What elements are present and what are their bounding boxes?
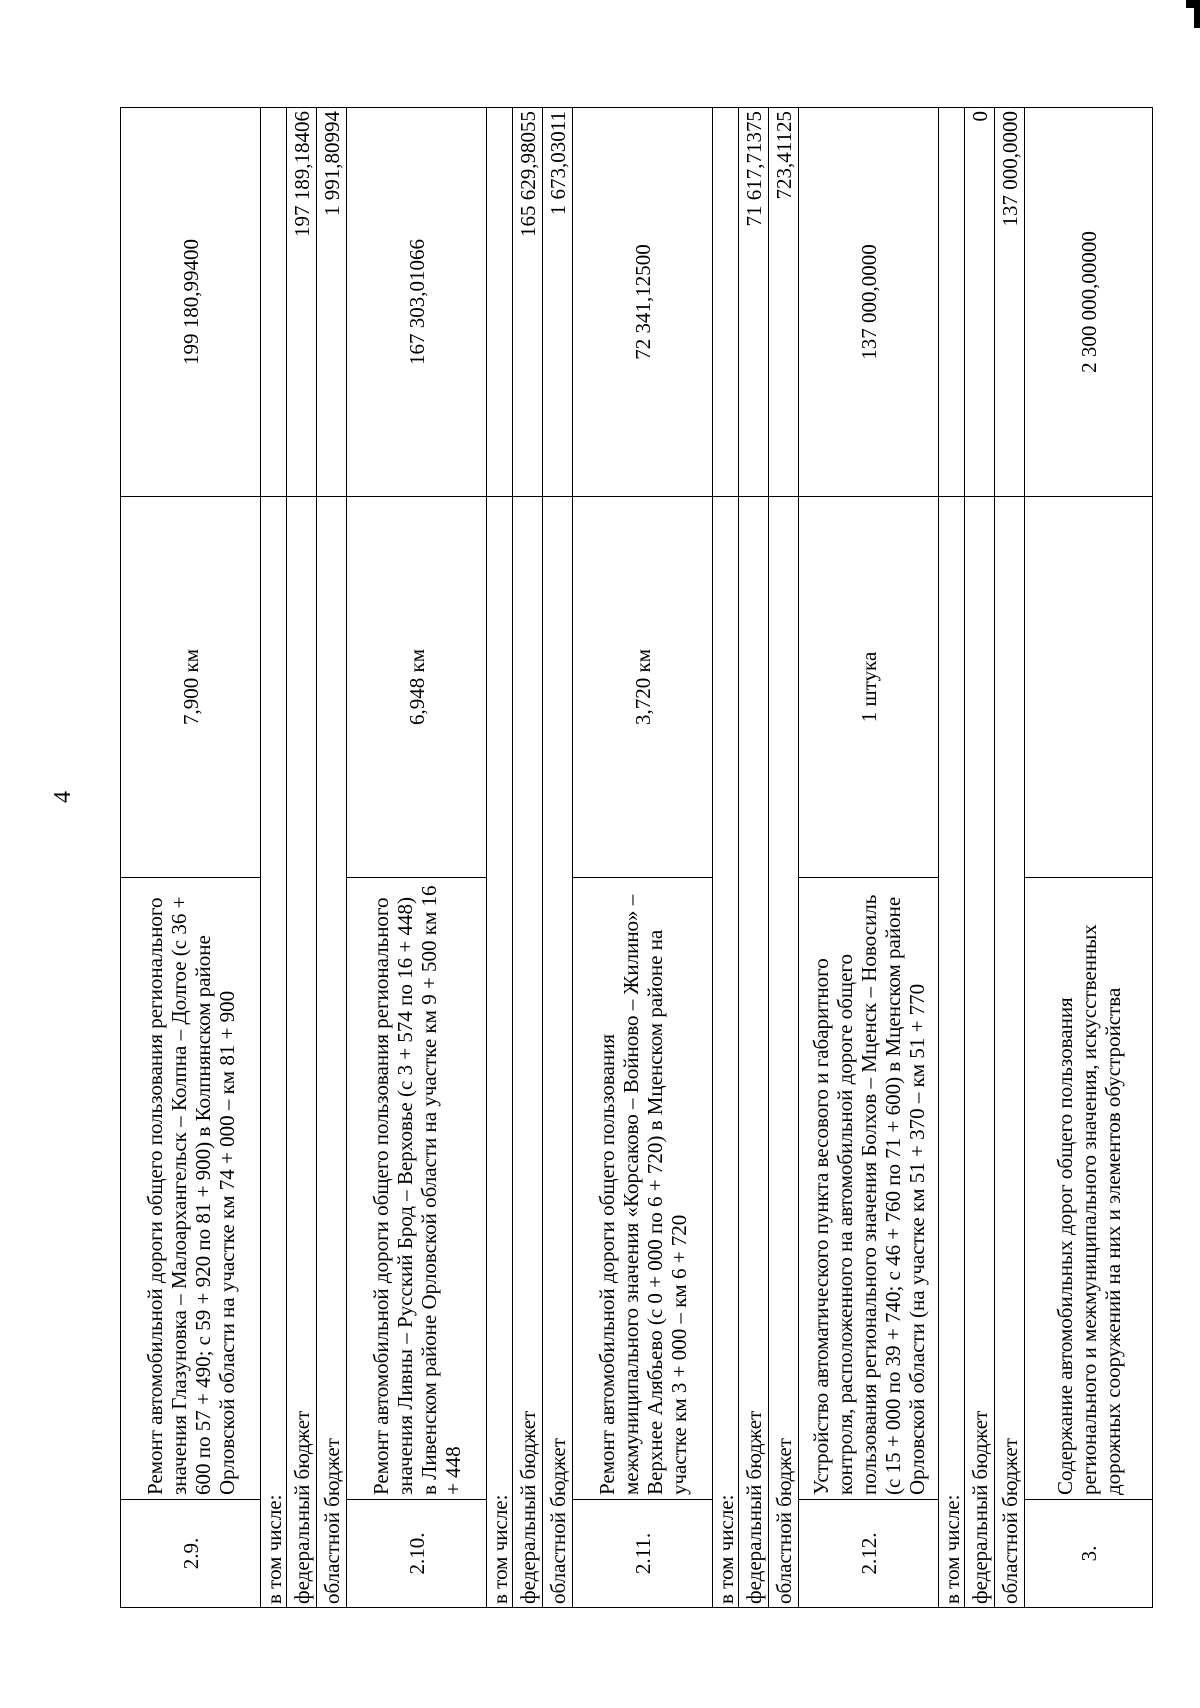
scan-edge-mark-vertical [1194, 0, 1200, 28]
table-row [121, 108, 261, 1608]
item-description: Ремонт автомобильной дороги общего пользования регионального значения Ливны – Русский Брод – Верховье (с 3 + 574 по 16 + 448) в Ливенском районе Орловской области на участке км 9 + 500 км 16 + 448 [347, 878, 487, 1500]
budget-source-amount: 137 000,0000 [995, 108, 1025, 497]
table-row [347, 108, 487, 1608]
item-description: Ремонт автомобильной дороги общего пользования межмуниципального значения «Корсаково – Войново – Жилино» – Верхнее Алябьево (с 0 + 000 по 6 + 720) в Мценском районе на участке км 3 + 000 – км 6 + 720 [573, 878, 713, 1500]
budget-source-row [995, 108, 1025, 1608]
budget-source-row [739, 108, 769, 1608]
table-row [799, 108, 939, 1608]
item-number: 3. [1025, 1500, 1153, 1608]
budget-source-name: федеральный бюджет [965, 497, 995, 1608]
budget-source-amount: 1 673,03011 [543, 108, 573, 497]
item-number: 2.10. [347, 1500, 487, 1608]
item-amount: 72 341,12500 [573, 108, 713, 497]
including-label: в том числе: [939, 497, 965, 1608]
budget-source-name: федеральный бюджет [513, 497, 543, 1608]
blank-cell [487, 108, 513, 497]
budget-source-amount: 197 189,18406 [287, 108, 317, 497]
item-description: Ремонт автомобильной дороги общего пользования регионального значения Глазуновка – Малоархангельск – Колпна – Долгое (с 36 + 600 по 57 + 490; с 59 + 920 по 81 + 900) в Колпнянском районе Орловской области на участке км 74 + 000 – км 81 + 900 [121, 878, 261, 1500]
subtotal-label-row [487, 108, 513, 1608]
subtotal-label-row [939, 108, 965, 1608]
budget-source-amount: 71 617,71375 [739, 108, 769, 497]
table-row [1025, 108, 1153, 1608]
item-number: 2.11. [573, 1500, 713, 1608]
blank-cell [713, 108, 739, 497]
table-row [573, 108, 713, 1608]
budget-source-row [317, 108, 347, 1608]
budget-source-row [513, 108, 543, 1608]
item-number: 2.9. [121, 1500, 261, 1608]
blank-cell [261, 108, 287, 497]
budget-source-name: областной бюджет [317, 497, 347, 1608]
item-description: Содержание автомобильных дорог общего пользования регионального и межмуниципального значения, искусственных дорожных сооружений на них и элементов обустройства [1025, 878, 1153, 1500]
budget-source-name: областной бюджет [769, 497, 799, 1608]
item-quantity [1025, 497, 1153, 878]
including-label: в том числе: [713, 497, 739, 1608]
budget-source-name: областной бюджет [543, 497, 573, 1608]
item-quantity: 7,900 км [121, 497, 261, 878]
rotated-page [50, 108, 1125, 1608]
item-amount: 199 180,99400 [121, 108, 261, 497]
page-number: 4 [50, 791, 76, 803]
item-description: Устройство автоматического пункта весового и габаритного контроля, расположенного на автомобильной дороге общего пользования регионального значения Болхов – Мценск – Новосиль (с 15 + 000 по 39 + 740; с 46 + 760 по 71 + 600) в Мценском районе Орловской области (на участке км 51 + 370 – км 51 + 770 [799, 878, 939, 1500]
item-amount: 137 000,0000 [799, 108, 939, 497]
including-label: в том числе: [487, 497, 513, 1608]
budget-source-row [769, 108, 799, 1608]
budget-table [120, 107, 1153, 1608]
budget-source-name: федеральный бюджет [287, 497, 317, 1608]
budget-source-amount: 165 629,98055 [513, 108, 543, 497]
including-label: в том числе: [261, 497, 287, 1608]
budget-source-amount: 0 [965, 108, 995, 497]
item-quantity: 3,720 км [573, 497, 713, 878]
budget-source-name: областной бюджет [995, 497, 1025, 1608]
item-amount: 2 300 000,00000 [1025, 108, 1153, 497]
item-number: 2.12. [799, 1500, 939, 1608]
item-quantity: 6,948 км [347, 497, 487, 878]
item-amount: 167 303,01066 [347, 108, 487, 497]
subtotal-label-row [713, 108, 739, 1608]
budget-source-row [965, 108, 995, 1608]
blank-cell [939, 108, 965, 497]
budget-source-row [543, 108, 573, 1608]
item-quantity: 1 штука [799, 497, 939, 878]
budget-source-name: федеральный бюджет [739, 497, 769, 1608]
subtotal-label-row [261, 108, 287, 1608]
budget-source-amount: 723,41125 [769, 108, 799, 497]
budget-source-amount: 1 991,80994 [317, 108, 347, 497]
budget-table-body [121, 108, 1153, 1608]
budget-source-row [287, 108, 317, 1608]
